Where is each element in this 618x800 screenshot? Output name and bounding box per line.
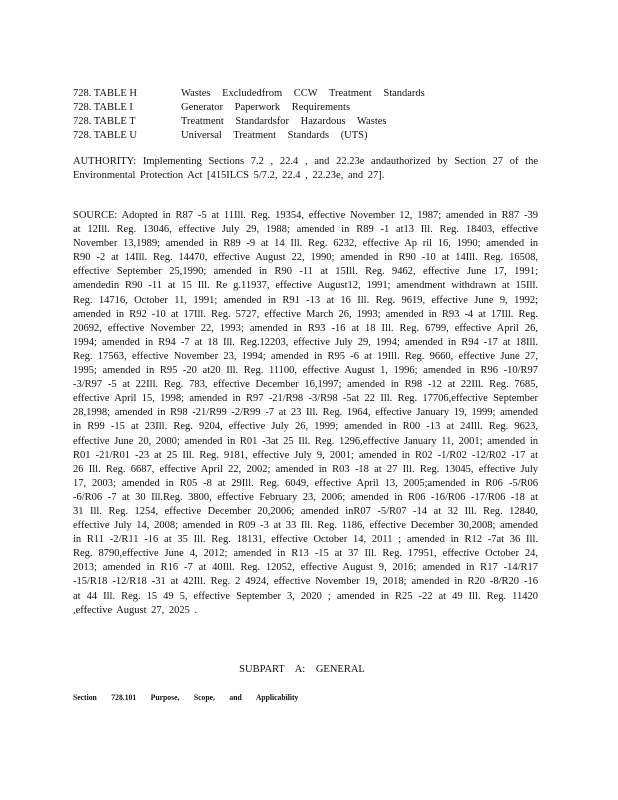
table-title: Universal Treatment Standards (UTS) — [181, 130, 368, 141]
table-title: Wastes Excludedfrom CCW Treatment Standards — [181, 88, 425, 99]
table-number: 728. TABLE I — [73, 102, 133, 113]
table-title: Generator Paperwork Requirements — [181, 102, 351, 113]
table-number: 728. TABLE H — [73, 88, 138, 99]
authority-note: AUTHORITY: Implementing Sections 7.2 , 22.4 , and 22.23e andauthorized by Section 27 of the Environmental Protection Act [415ILCS 5/7.2, 22.4 , 22.23e, and 27]. — [73, 156, 538, 182]
table-list — [73, 87, 425, 143]
table-list-item — [73, 129, 425, 143]
section-heading: Section 728.101 Purpose, Scope, and Applicability — [73, 692, 299, 702]
table-list-item — [73, 101, 425, 115]
table-title: Treatment Standardsfor Hazardous Wastes — [181, 116, 387, 127]
table-number: 728. TABLE U — [73, 130, 138, 141]
table-list-item — [73, 115, 425, 129]
source-note: SOURCE: Adopted in R87 -5 at 11Ill. Reg. 19354, effective November 12, 1987; amended in R87 -39 at 12Ill. Reg. 13046, effective July 29, 1988; amended in R89 -1 at13 Ill. Reg. 18403, effective November 13,1989; amended in R89 -9 at 14 Ill. Reg. 6232, effective Ap ril 16, 1990; amended in R90 -2 at 14Ill. Reg. 14470, effective August 22, 1990; amended in R90 -10 at 14Ill. Reg. 16508, effective September 25,1990; amended in R90 -11 at 15Ill. Reg. 9462, effective June 17, 1991; amendedin R90 -11 at 15 Ill. Re g.11937, effective August12, 1991; amendment withdrawn at 15Ill. Reg. 14716, October 11, 1991; amended in R91 -13 at 16 Ill. Reg. 9619, effective June 9, 1992; amended in R92 -10 at 17Ill. Reg. 5727, effective March 26, 1993; amended in R93 -4 at 17Ill. Reg. 20692, effective November 22, 1993; amended in R93 -16 at 18 Ill. Reg. 6799, effective April 26, 1994; amended in R94 -7 at 18 Ill. Reg.12203, effective July 29, 1994; amended in R94 -17 at 18Ill. Reg. 17563, effective November 23, 1994; amended in R95 -6 at 19Ill. Reg. 9660, effective June 27, 1995; amended in R95 -20 at20 Ill. Reg. 11100, effective August 1, 1996; amended in R96 -10/R97 -3/R97 -5 at 22Ill. Reg. 783, effective December 16,1997; amended in R98 -12 at 22Ill. Reg. 7685, effective April 15, 1998; amended in R97 -21/R98 -3/R98 -5at 22 Ill. Reg. 17706,effective September 28,1998; amended in R98 -21/R99 -2/R99 -7 at 23 Ill. Reg. 1964, effective January 19, 1999; amended in R99 -15 at 23Ill. Reg. 9204, effective July 26, 1999; amended in R00 -13 at 24Ill. Reg. 9623, effective June 20, 2000; amended in R01 -3at 25 Ill. Reg. 1296,effective January 11, 2001; amended in R01 -21/R01 -23 at 25 Ill. Reg. 9181, effective July 9, 2001; amended in R02 -1/R02 -12/R02 -17 at 26 Ill. Reg. 6687, effective April 22, 2002; amended in R03 -18 at 27 Ill. Reg. 13045, effective July 17, 2003; amended in R05 -8 at 29Ill. Reg. 6049, effective April 13, 2005;amended in R06 -5/R06 -6/R06 -7 at 30 Ill.Reg. 3800, effective February 23, 2006; amended in R06 -16/R06 -17/R06 -18 at 31 Ill. Reg. 1254, effective December 20,2006; amended inR07 -5/R07 -14 at 32 Ill. Reg. 12840, effective July 14, 2008; amended in R09 -3 at 33 Ill. Reg. 1186, effective December 30,2008; amended in R11 -2/R11 -16 at 35 Ill. Reg. 18131, effective October 14, 2011 ; amended in R12 -7at 36 Ill. Reg. 8790,effective June 4, 2012; amended in R13 -15 at 37 Ill. Reg. 17951, effective October 24, 2013; amended in R16 -7 at 40Ill. Reg. 12052, effective August 9, 2016; amended in R17 -14/R17 -15/R18 -12/R18 -31 at 42Ill. Reg. 2 4924, effective November 19, 2018; amended in R20 -8/R20 -16 at 44 Ill. Reg. 15 49 5, effective September 3, 2020 ; amended in R25 -22 at 49 Ill. Reg. 11420 ,effective August 27, 2025 . — [73, 210, 538, 616]
subpart-heading: SUBPART A: GENERAL — [239, 664, 365, 675]
table-number: 728. TABLE T — [73, 116, 136, 127]
table-list-item — [73, 87, 425, 101]
